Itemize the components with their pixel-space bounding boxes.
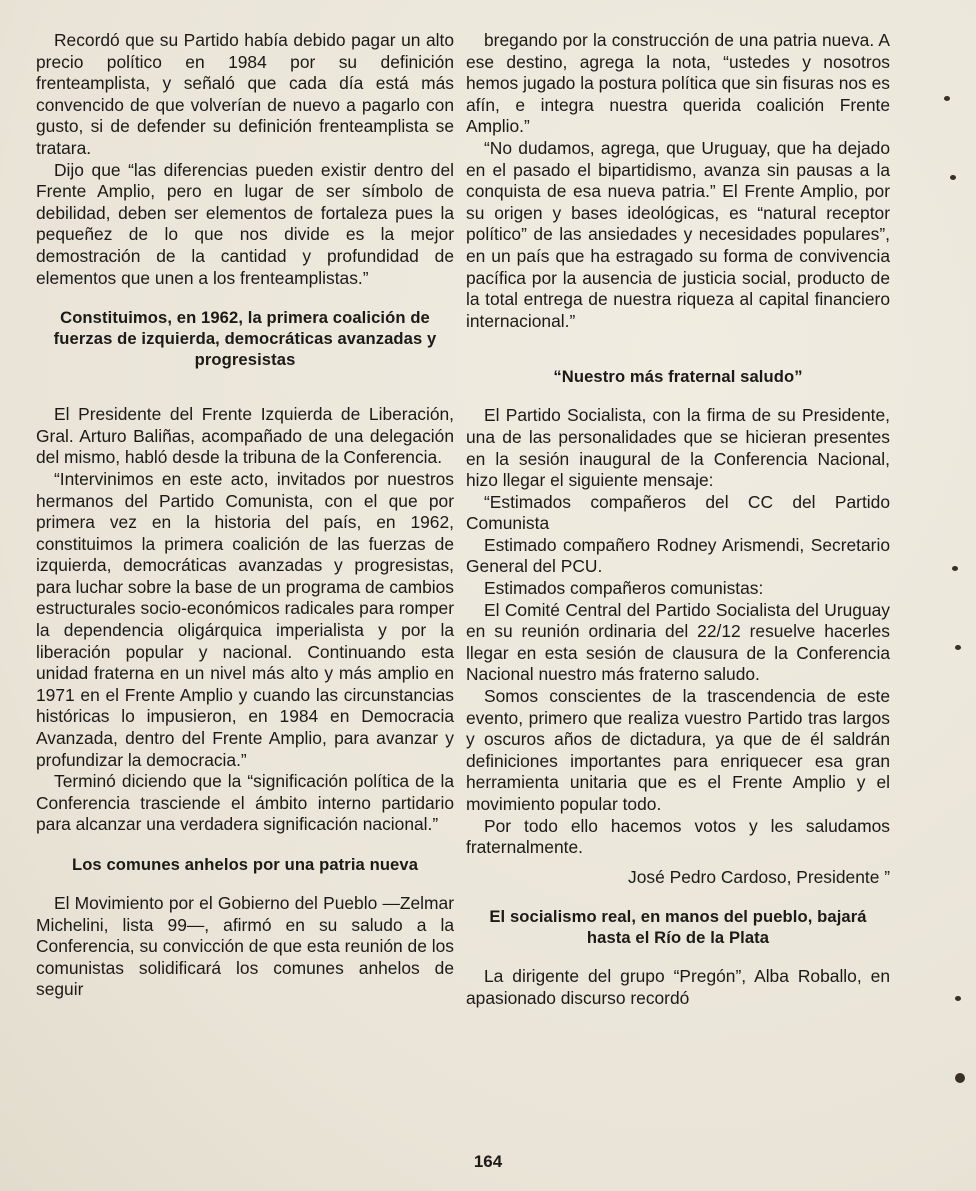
paragraph: El Presidente del Frente Izquierda de Liberación, Gral. Arturo Baliñas, acompañado de una delegación del mismo, habló desde la tribuna de la Conferencia. [36,404,454,468]
ink-speck [944,96,950,101]
left-column [36,30,454,1001]
section-heading: “Nuestro más fraternal saludo” [553,367,803,387]
signature-line: José Pedro Cardoso, Presidente ” [628,866,890,887]
paragraph: “Intervinimos en este acto, invitados por nuestros hermanos del Partido Comunista, con el que por primera vez en la historia del país, en 1962, constituimos la primera coalición de las fuerzas de izquierda, democráticas avanzadas y progresistas, para luchar sobre la base de un programa de cambios estructurales socio-económicos radicales para romper la dependencia oligárquica imperialista y por la liberación popular y nacional. Continuando esta unidad fraterna en un nivel más alto y más amplio en 1971 en el Frente Amplio y cuando las circunstancias históricas lo impusieron, en 1984 en Democracia Avanzada, dentro del Frente Amplio, para avanzar y profundizar la democracia.” [36,468,454,770]
paragraph: Recordó que su Partido había debido pagar un alto precio político en 1984 por su definición frenteamplista, y señaló que cada día está más convencido de que volverían de nuevo a pagarlo con gusto, si de defender su definición frenteamplista se tratara. [36,30,454,158]
paragraph: El Partido Socialista, con la firma de su Presidente, una de las personalidades que se hicieran presentes en la sesión inaugural de la Conferencia Nacional, hizo llegar el siguiente mensaje: [466,405,890,491]
paragraph: Dijo que “las diferencias pueden existir dentro del Frente Amplio, pero en lugar de ser símbolo de debilidad, deben ser elementos de fortaleza pues la pequeñez de lo que nos divide es la mejor demostración de la cantidad y profundidad de elementos que unen a los frenteamplistas.” [36,159,454,288]
ink-speck [950,175,956,180]
paragraph: La dirigente del grupo “Pregón”, Alba Roballo, en apasionado discurso recordó [466,966,890,1008]
right-column [466,30,890,1010]
section-heading: Constituimos, en 1962, la primera coalición de fuerzas de izquierda, democráticas avanzadas y progresistas [53,308,437,370]
section-heading: El socialismo real, en manos del pueblo, bajará hasta el Río de la Plata [489,907,867,948]
section-heading: Los comunes anhelos por una patria nueva [71,855,419,874]
paragraph: bregando por la construcción de una patria nueva. A ese destino, agrega la nota, “ustedes y nosotros hemos jugado la postura política que sin fisuras nos es afín, e integra nuestra querida coalición Frente Amplio.” [466,30,890,137]
ink-speck [952,566,958,571]
paragraph: Somos conscientes de la trascendencia de este evento, primero que realiza vuestro Partido tras largos y oscuros años de dictadura, ya que de él saldrán definiciones importantes para enriquecer esa gran herramienta unitaria que es el Frente Amplio y el movimiento popular todo. [466,686,890,814]
paragraph: “Estimados compañeros del CC del Partido Comunista [466,491,890,534]
ink-speck [955,1073,965,1083]
paragraph: Por todo ello hacemos votos y les saludamos fraternalmente. [466,815,890,858]
ink-speck [955,645,961,650]
paragraph: Terminó diciendo que la “significación política de la Conferencia trasciende el ámbito interno partidario para alcanzar una verdadera significación nacional.” [36,771,454,835]
ink-speck [955,996,961,1001]
paragraph: Estimados compañeros comunistas: [484,578,764,599]
paragraph: Estimado compañero Rodney Arismendi, Secretario General del PCU. [466,534,890,577]
page-number: 164 [473,1152,503,1171]
paragraph: El Movimiento por el Gobierno del Pueblo —Zelmar Michelini, lista 99—, afirmó en su saludo a la Conferencia, su convicción de que esta reunión de los comunistas solidificará los comunes anhelos de seguir [36,893,454,1000]
paragraph: “No dudamos, agrega, que Uruguay, que ha dejado en el pasado el bipartidismo, avanza sin pausas a la conquista de esa nueva patria.” El Frente Amplio, por su origen y bases ideológicas, es “natural receptor político” de las ansiedades y necesidades populares”, en un país que ha estragado su forma de convivencia pacífica por la ausencia de justicia social, producto de la total entrega de nuestra riqueza al capital financiero internacional.” [466,137,890,331]
paragraph: El Comité Central del Partido Socialista del Uruguay en su reunión ordinaria del 22/12 resuelve hacerles llegar en esta sesión de clausura de la Conferencia Nacional nuestro más fraterno saludo. [466,599,890,685]
